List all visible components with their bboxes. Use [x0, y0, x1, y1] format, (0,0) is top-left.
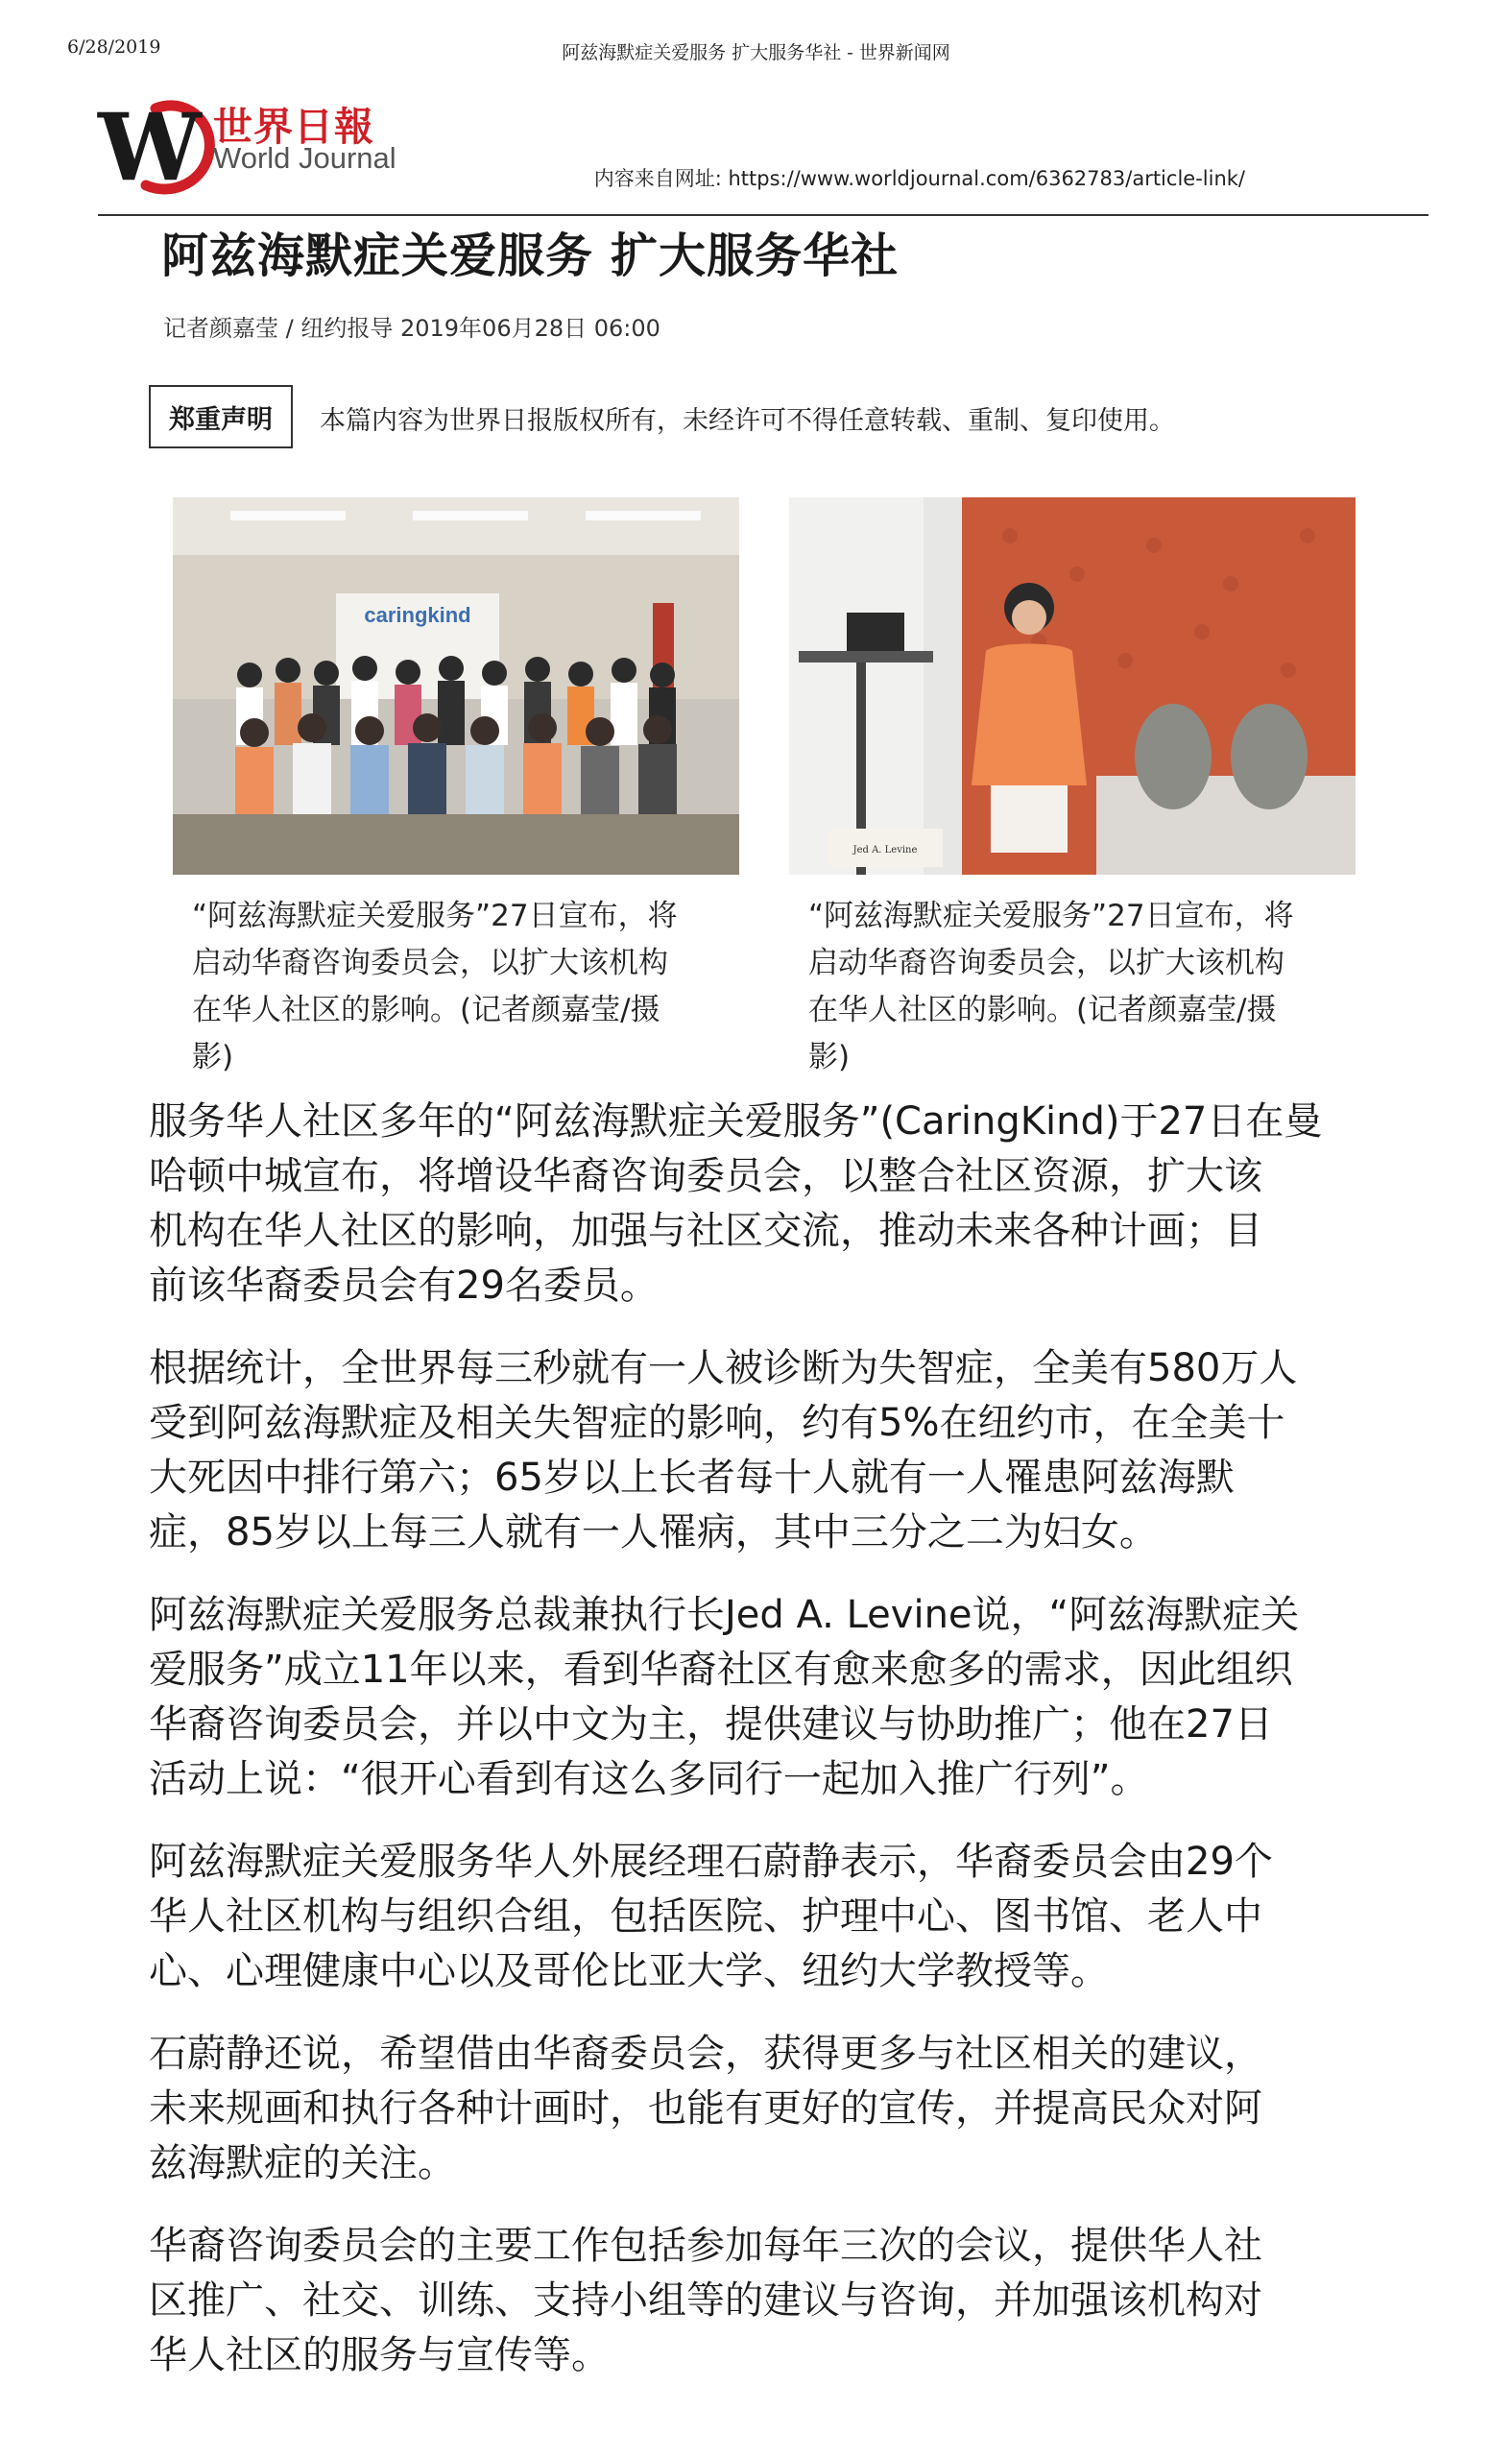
group-photo[interactable] [173, 497, 739, 875]
photo-caption: “阿兹海默症关爱服务”27日宣布，将 启动华裔咨询委员会，以扩大该机构 在华人社区的影响。(记者颜嘉莹/摄 影) [192, 899, 678, 1074]
article-headline: 阿兹海默症关爱服务 扩大服务华社 [161, 229, 900, 283]
article-paragraph: 根据统计，全世界每三秒就有一人被诊断为失智症，全美有580万人 受到阿兹海默症及相关失智症的影响，约有5%在纽约市，在全美十 大死因中排行第六；65岁以上长者每十人就有一人罹患阿兹海默 症，85岁以上每三人就有一人罹病，其中三分之二为妇女。 [149, 1346, 1298, 1554]
print-date: 6/28/2019 [67, 36, 161, 58]
photo-caption: “阿兹海默症关爱服务”27日宣布，将 启动华裔咨询委员会，以扩大该机构 在华人社区的影响。(记者颜嘉莹/摄 影) [808, 899, 1294, 1074]
notice-text: 本篇内容为世界日报版权所有，未经许可不得任意转载、重制、复印使用。 [320, 406, 1175, 436]
notice-label: 郑重声明 [149, 385, 293, 448]
article-paragraph: 石蔚静还说，希望借由华裔委员会，获得更多与社区相关的建议， 未来规画和执行各种计画时，也能有更好的宣传，并提高民众对阿 兹海默症的关注。 [149, 2032, 1262, 2185]
speaker-photo[interactable] [789, 497, 1356, 875]
article-paragraph: 服务华人社区多年的“阿兹海默症关爱服务”(CaringKind)于27日在曼 哈顿中城宣布，将增设华裔咨询委员会，以整合社区资源，扩大该 机构在华人社区的影响，加强与社区交流，推动未来各种计画；目 前该华裔委员会有29名委员。 [149, 1099, 1323, 1308]
article-paragraph: 华裔咨询委员会的主要工作包括参加每年三次的会议，提供华人社 区推广、社交、训练、支持小组等的建议与咨询，并加强该机构对 华人社区的服务与宣传等。 [149, 2224, 1262, 2377]
article-body [149, 1095, 1378, 2411]
svg-text:W: W [98, 93, 202, 197]
world-journal-w-logo-icon [96, 91, 221, 197]
article-paragraph: 阿兹海默症关爱服务华人外展经理石蔚静表示，华裔委员会由29个 华人社区机构与组织合组，包括医院、护理中心、图书馆、老人中 心、心理健康中心以及哥伦比亚大学、纽约大学教授等。 [149, 1840, 1273, 1993]
print-page-title: 阿兹海默症关爱服务 扩大服务华社 - 世界新闻网 [562, 42, 950, 63]
nameplate-text: Jed A. Levine [852, 845, 918, 855]
masthead-logo[interactable] [96, 91, 413, 197]
header-divider [98, 214, 1428, 216]
brand-name-chinese: 世界日報 [213, 104, 374, 150]
caringkind-banner-text: caringkind [364, 603, 471, 627]
brand-name-english: World Journal [213, 141, 396, 175]
source-url-line[interactable]: 内容来自网址: https://www.worldjournal.com/6362783/article-link/ [593, 167, 1245, 190]
article-paragraph: 阿兹海默症关爱服务总裁兼执行长Jed A. Levine说，“阿兹海默症关 爱服务”成立11年以来，看到华裔社区有愈来愈多的需求，因此组织 华裔咨询委员会，并以中文为主，提供建议与协助推广；他在27日 活动上说：“很开心看到有这么多同行一起加入推广行列”。 [149, 1593, 1300, 1801]
article-byline: 记者颜嘉莹 / 纽约报导 2019年06月28日 06:00 [163, 315, 660, 342]
